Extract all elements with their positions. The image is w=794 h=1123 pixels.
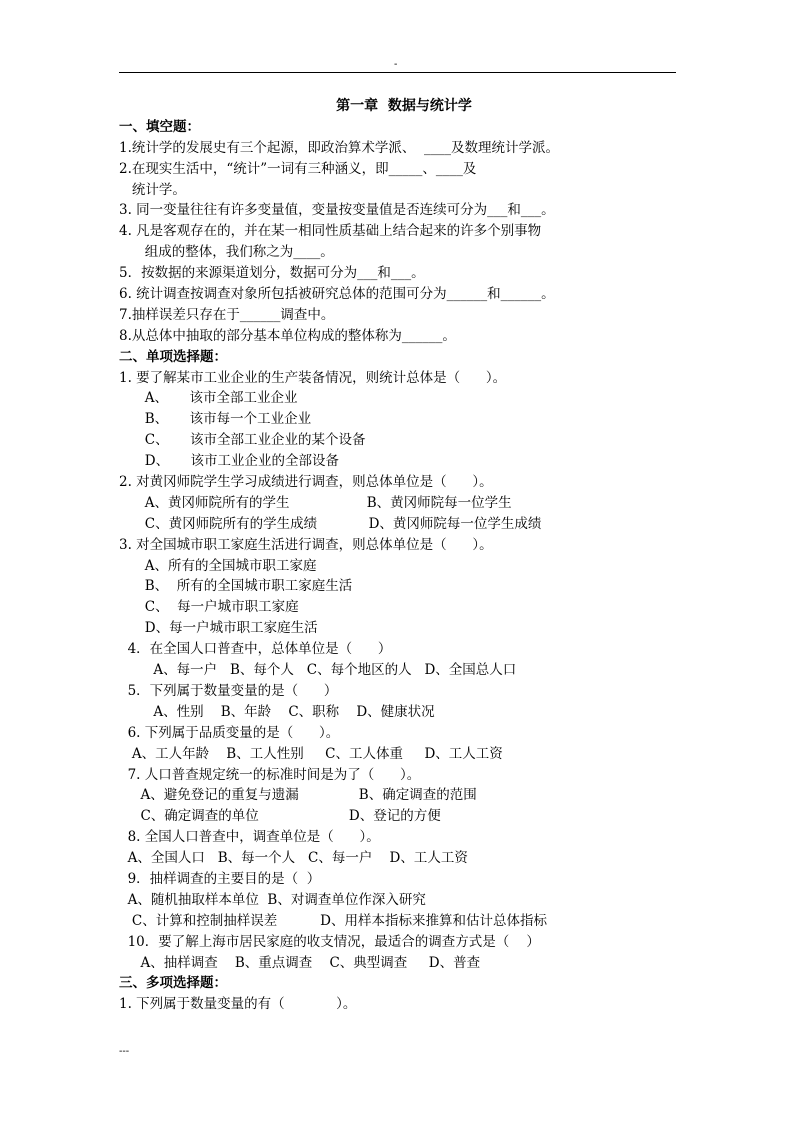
document-body <box>119 96 679 1015</box>
section-heading-single: 二、单项选择题： <box>119 348 227 365</box>
question-line: 8.从总体中抽取的部分基本单位构成的整体称为______。 <box>119 327 456 344</box>
question-line: A、黄冈师院所有的学生 B、黄冈师院每一位学生 <box>119 494 512 511</box>
question-line: 2. 对黄冈师院学生学习成绩进行调查，则总体单位是（ ）。 <box>119 474 493 491</box>
question-line: A、所有的全国城市职工家庭 <box>119 557 317 574</box>
question-line: 8. 全国人口普查中，调查单位是（ ）。 <box>119 829 380 846</box>
chapter-title: 第一章 数据与统计学 <box>336 98 472 114</box>
section-heading-fill: 一、填空题： <box>119 118 200 135</box>
question-line: D、 该市工业企业的全部设备 <box>119 453 340 470</box>
question-line: A、随机抽取样本单位 B、对调查单位作深入研究 <box>119 891 426 908</box>
question-line: 4. 凡是客观存在的，并在某一相同性质基础上结合起来的许多个别事物 <box>119 223 542 240</box>
footer-mark: --- <box>119 1046 130 1057</box>
question-line: A、抽样调查 B、重点调查 C、典型调查 D、普查 <box>119 954 481 971</box>
question-line: D、每一户城市职工家庭生活 <box>119 620 318 637</box>
question-line: C、黄冈师院所有的学生成绩 D、黄冈师院每一位学生成绩 <box>119 515 542 532</box>
question-line: 1.统计学的发展史有三个起源，即政治算术学派、 ____及数理统计学派。 <box>119 139 559 156</box>
question-line: A、工人年龄 B、工人性别 C、工人体重 D、工人工资 <box>119 745 503 762</box>
question-line: 统计学。 <box>119 181 186 198</box>
question-line: B、 该市每一个工业企业 <box>119 411 312 428</box>
question-line: 1. 下列属于数量变量的有（ ）。 <box>119 996 357 1013</box>
question-line: C、计算和控制抽样误差 D、用样本指标来推算和估计总体指标 <box>119 912 547 929</box>
question-line: 2.在现实生活中，“统计”一词有三种涵义，即_____、____及 <box>119 160 477 177</box>
question-line: 9．抽样调查的主要目的是（ ） <box>119 870 321 887</box>
question-line: 5．下列属于数量变量的是（ ） <box>119 682 338 699</box>
question-line: 10．要了解上海市居民家庭的收支情况，最适合的调查方式是（ ） <box>119 933 540 950</box>
question-line: A、全国人口 B、每一个人 C、每一户 D、工人工资 <box>119 850 468 867</box>
question-line: 4．在全国人口普查中，总体单位是（ ） <box>119 641 392 658</box>
question-line: 1. 要了解某市工业企业的生产装备情况，则统计总体是（ ）。 <box>119 369 507 386</box>
question-line: A、 该市全部工业企业 <box>119 390 298 407</box>
section-heading-multi: 三、多项选择题： <box>119 975 227 992</box>
question-line: C、确定调查的单位 D、登记的方便 <box>119 808 441 825</box>
question-line: 3. 同一变量往往有许多变量值，变量按变量值是否连续可分为___和___。 <box>119 202 555 219</box>
question-line: C、 该市全部工业企业的某个设备 <box>119 432 366 449</box>
fill-questions <box>119 138 679 347</box>
single-choice-questions <box>119 368 679 974</box>
question-line: 6. 下列属于品质变量的是（ ）。 <box>119 724 340 741</box>
question-line: 3. 对全国城市职工家庭生活进行调查，则总体单位是（ ）。 <box>119 536 493 553</box>
multiple-choice-questions <box>119 994 679 1015</box>
question-line: A、避免登记的重复与遗漏 B、确定调查的范围 <box>119 787 477 804</box>
header-rule <box>119 72 676 73</box>
question-line: C、 每一户城市职工家庭 <box>119 599 299 616</box>
question-line: 5．按数据的来源渠道划分，数据可分为___和___。 <box>119 265 425 282</box>
question-line: 7.抽样误差只存在于______调查中。 <box>119 306 335 323</box>
question-line: B、 所有的全国城市职工家庭生活 <box>119 578 353 595</box>
header-mark: - <box>394 59 398 70</box>
question-line: 组成的整体，我们称之为____。 <box>119 244 334 261</box>
question-line: A、性别 B、年龄 C、职称 D、健康状况 <box>119 703 435 720</box>
question-line: 6. 统计调查按调查对象所包括被研究总体的范围可分为______和______。 <box>119 286 555 303</box>
question-line: 7. 人口普查规定统一的标准时间是为了（ ）。 <box>119 766 421 783</box>
question-line: A、每一户 B、每个人 C、每个地区的人 D、全国总人口 <box>119 662 517 679</box>
